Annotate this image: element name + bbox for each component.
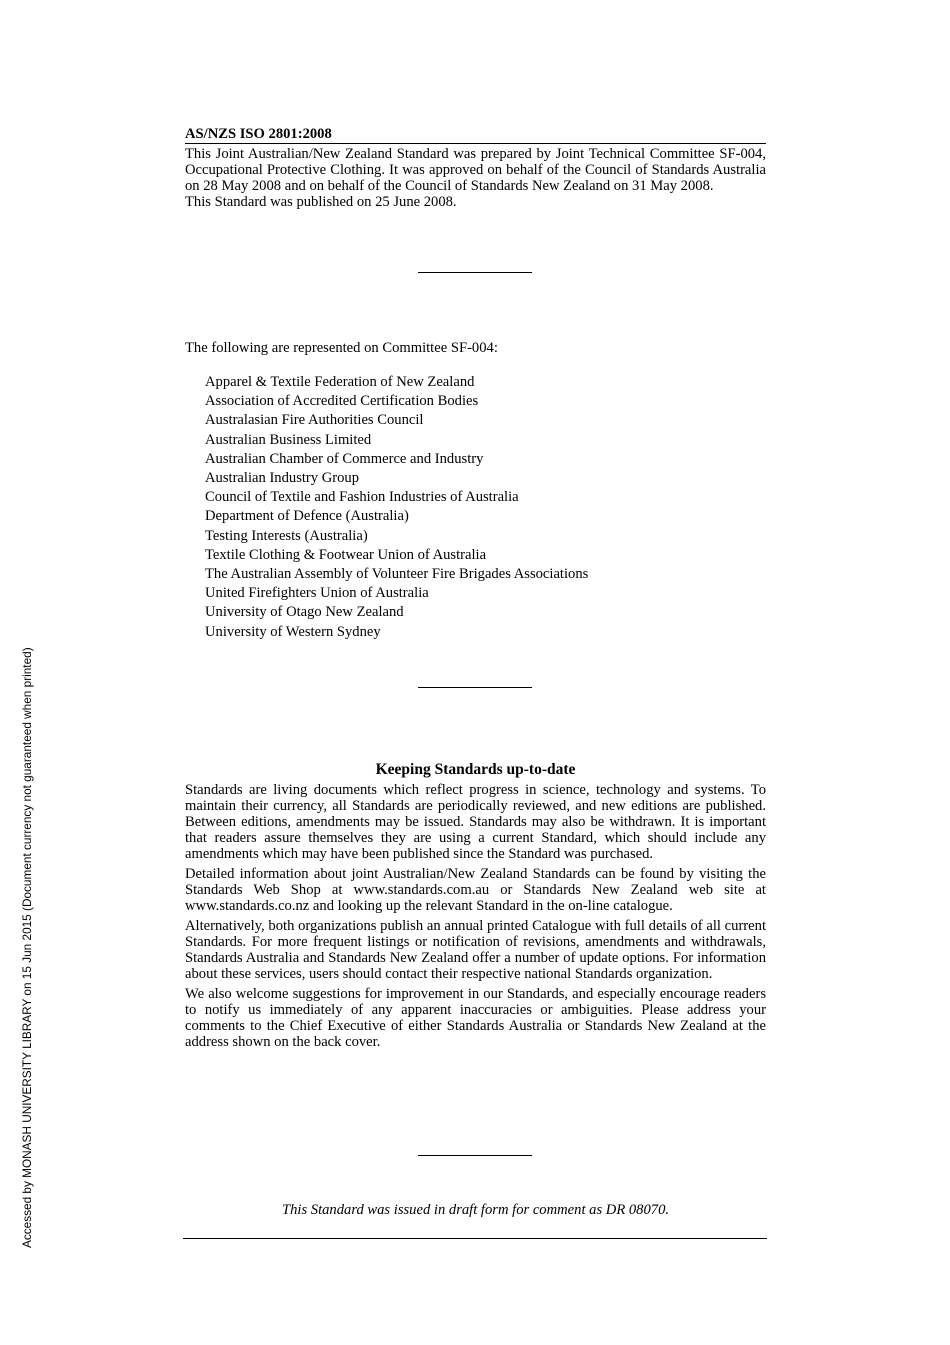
committee-member: Textile Clothing & Footwear Union of Australia xyxy=(205,546,487,563)
separator-rule xyxy=(418,272,532,273)
committee-member: Department of Defence (Australia) xyxy=(205,508,409,525)
section-paragraph: Detailed information about joint Australian/New Zealand Standards can be found by visiting the Standards Web Shop at www.standards.com.au or Standards New Zealand web site at www.standards.co.nz and looking up the relevant Standard in the on-line catalogue. xyxy=(185,866,766,914)
separator-rule xyxy=(418,687,532,688)
section-paragraph: Standards are living documents which reflect progress in science, technology and systems. To maintain their currency, all Standards are periodically reviewed, and new editions are published. Between editions, amendments may be issued. Standards may also be withdrawn. It is important that readers assure themselves they are using a current Standard, which should include any amendments which may have been published since the Standard was purchased. xyxy=(185,782,766,862)
header-block xyxy=(185,125,766,210)
committee-member: The Australian Assembly of Volunteer Fire Brigades Associations xyxy=(205,566,589,583)
access-notice: Accessed by MONASH UNIVERSITY LIBRARY on 15 Jun 2015 (Document currency not guaranteed when printed) xyxy=(20,647,34,1248)
header-rule xyxy=(185,143,766,144)
committee-member: University of Western Sydney xyxy=(205,623,381,640)
committee-member: Testing Interests (Australia) xyxy=(205,527,368,544)
standard-id: AS/NZS ISO 2801:2008 xyxy=(185,126,332,142)
committee-member: Australian Business Limited xyxy=(205,431,372,448)
bottom-rule xyxy=(183,1238,767,1239)
section-paragraph: Alternatively, both organizations publish an annual printed Catalogue with full details of all current Standards. For more frequent listings or notification of revisions, amendments and withdrawals, Standards Australia and Standards New Zealand offer a number of update options. For information about these services, users should contact their respective national Standards organization. xyxy=(185,918,766,982)
committee-member: United Firefighters Union of Australia xyxy=(205,585,429,602)
keeping-standards-section xyxy=(185,760,766,1050)
committee-member: Apparel & Textile Federation of New Zealand xyxy=(205,374,475,390)
committee-member: University of Otago New Zealand xyxy=(205,604,404,621)
committee-intro: The following are represented on Committee SF-004: xyxy=(185,340,498,356)
committee-member: Australian Industry Group xyxy=(205,470,360,487)
preparation-text: This Joint Australian/New Zealand Standard was prepared by Joint Technical Committee SF-004, Occupational Protective Clothing. It was approved on behalf of the Council of Standards Australia on 28 May 2008 and on behalf of the Council of Standards New Zealand on 31 May 2008. xyxy=(185,146,766,194)
committee-member-list xyxy=(205,373,588,642)
section-title: Keeping Standards up-to-date xyxy=(375,761,576,778)
draft-note: This Standard was issued in draft form for comment as DR 08070. xyxy=(281,1202,670,1218)
committee-member: Council of Textile and Fashion Industries of Australia xyxy=(205,489,519,506)
published-text: This Standard was published on 25 June 2008. xyxy=(185,194,457,210)
committee-member: Australian Chamber of Commerce and Industry xyxy=(205,450,484,467)
committee-member: Association of Accredited Certification Bodies xyxy=(205,393,479,410)
committee-member: Australasian Fire Authorities Council xyxy=(205,412,424,429)
separator-rule xyxy=(418,1155,532,1156)
section-paragraph: We also welcome suggestions for improvement in our Standards, and especially encourage readers to notify us immediately of any apparent inaccuracies or ambiguities. Please address your comments to the Chief Executive of either Standards Australia or Standards New Zealand at the address shown on the back cover. xyxy=(185,986,766,1050)
